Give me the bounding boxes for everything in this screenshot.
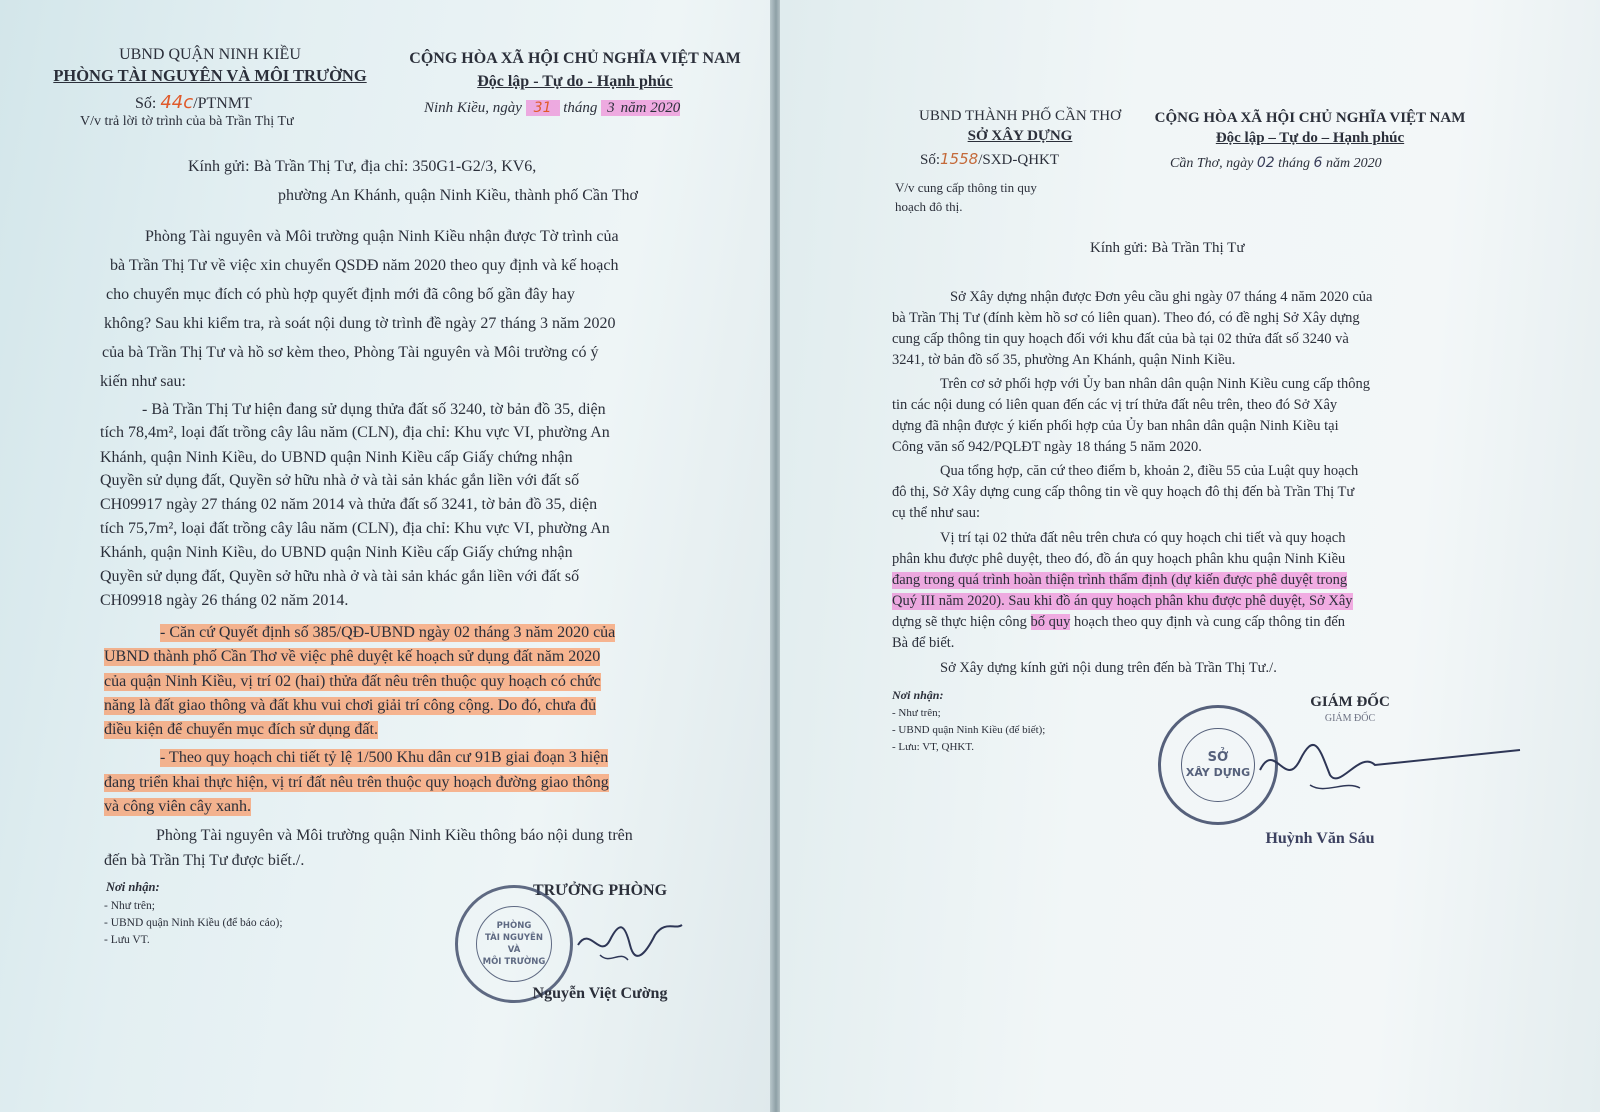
- left-number-handwritten: 44c: [160, 92, 194, 113]
- right-letter-page: [780, 0, 1600, 1112]
- left-para4-line: đang triển khai thực hiện, vị trí đất nêu trên thuộc quy hoạch đường giao thông: [104, 774, 609, 791]
- right-date-month: 6: [1313, 155, 1323, 171]
- stamp-text: MÔI TRƯỜNG: [482, 957, 546, 967]
- left-greeting-line: Kính gửi: Bà Trần Thị Tư, địa chỉ: 350G1-G2/3, KV6,: [188, 158, 537, 175]
- left-para3-line: điều kiện để chuyển mục đích sử dụng đất.: [104, 721, 378, 738]
- right-nation-header: CỘNG HÒA XÃ HỘI CHỦ NGHĨA VIỆT NAM: [1154, 110, 1466, 126]
- left-motto: Độc lập - Tự do - Hạnh phúc: [477, 73, 673, 90]
- right-recipient: - Như trên;: [892, 707, 941, 719]
- right-para1-line: 3241, tờ bản đồ số 35, phường An Khánh, quận Ninh Kiều.: [892, 352, 1236, 368]
- right-para2-line: dựng đã nhận được ý kiến phối hợp của Ủy ban nhân dân quận Ninh Kiều tại: [892, 418, 1339, 434]
- left-number-suffix: /PTNMT: [193, 95, 252, 112]
- left-para5-line: Phòng Tài nguyên và Môi trường quận Ninh Kiều thông báo nội dung trên: [156, 827, 633, 844]
- left-para1-line: Phòng Tài nguyên và Môi trường quận Ninh Kiều nhận được Tờ trình của: [145, 228, 619, 245]
- right-date-year: năm 2020: [1325, 156, 1382, 171]
- right-date: [1170, 155, 1382, 172]
- stamp-text: VÀ: [507, 945, 521, 955]
- right-para4-line: phân khu được phê duyệt, theo đó, đồ án quy hoạch phân khu quận Ninh Kiều: [892, 551, 1346, 567]
- right-number-suffix: /SXD-QHKT: [978, 152, 1060, 168]
- right-recipient: - UBND quận Ninh Kiều (để biết);: [892, 724, 1046, 736]
- right-subject-line: hoạch đô thị.: [895, 199, 963, 214]
- left-date-place: Ninh Kiều, ngày: [424, 100, 522, 116]
- left-para1-line: không? Sau khi kiểm tra, rà soát nội dung tờ trình đề ngày 27 tháng 3 năm 2020: [104, 315, 616, 332]
- right-doc-number: [920, 150, 1059, 169]
- left-doc-number: [135, 92, 252, 113]
- right-number-prefix: Số:: [920, 152, 941, 168]
- right-para4-mixed-line: [892, 614, 1345, 631]
- right-para4-highlight: đang trong quá trình hoàn thiện trình thẩm định (dự kiến được phê duyệt trong: [892, 572, 1348, 588]
- left-signer-title: TRƯỞNG PHÒNG: [532, 882, 668, 899]
- left-para2-line: tích 75,7m², loại đất trồng cây lâu năm (CLN), địa chỉ: Khu vực VI, phường An: [100, 520, 610, 537]
- right-para2-line: tin các nội dung có liên quan đến các vị trí thửa đất nêu trên, theo đó Sở Xây: [892, 397, 1338, 413]
- left-para2-line: Khánh, quận Ninh Kiều, do UBND quận Ninh Kiều cấp Giấy chứng nhận: [100, 449, 573, 466]
- left-recipient: - UBND quận Ninh Kiều (để báo cáo);: [104, 917, 283, 929]
- left-date-year: năm 2020: [620, 100, 681, 116]
- right-para4-highlight: Quý III năm 2020). Sau khi đồ án quy hoạch phân khu được phê duyệt, Sở Xây: [892, 593, 1353, 609]
- right-date-month-word: tháng: [1278, 156, 1311, 171]
- left-agency: PHÒNG TÀI NGUYÊN VÀ MÔI TRƯỜNG: [53, 66, 367, 85]
- left-letter-page: [0, 0, 772, 1112]
- right-signer-name: Huỳnh Văn Sáu: [1265, 830, 1375, 847]
- left-para3-line: - Căn cứ Quyết định số 385/QĐ-UBND ngày 02 tháng 3 năm 2020 của: [160, 624, 616, 641]
- left-para3-line: năng là đất giao thông và đất khu vui chơi giải trí công cộng. Do đó, chưa đủ: [104, 697, 597, 714]
- stamp-text: TÀI NGUYÊN: [485, 933, 543, 943]
- left-greeting-line: phường An Khánh, quận Ninh Kiều, thành phố Cần Thơ: [278, 187, 638, 204]
- right-para2-line: Trên cơ sở phối hợp với Ủy ban nhân dân quận Ninh Kiều cung cấp thông: [940, 376, 1371, 392]
- right-subject-line: V/v cung cấp thông tin quy: [895, 180, 1037, 195]
- left-date-month: 3: [601, 100, 621, 116]
- left-signer-name: Nguyễn Việt Cường: [532, 985, 668, 1002]
- left-para3-line: của quận Ninh Kiều, vị trí 02 (hai) thửa đất nêu trên thuộc quy hoạch có chức: [104, 673, 601, 690]
- left-date: [424, 100, 680, 117]
- left-date-day: 31: [526, 100, 560, 116]
- right-date-day: 02: [1256, 155, 1275, 171]
- right-para4-line: Vị trí tại 02 thửa đất nêu trên chưa có quy hoạch chi tiết và quy hoạch: [940, 530, 1346, 546]
- left-para2-line: CH09918 ngày 26 tháng 02 năm 2014.: [100, 592, 349, 609]
- left-para1-line: kiến như sau:: [100, 373, 186, 390]
- right-date-place: Cần Thơ, ngày: [1170, 156, 1254, 171]
- left-recipient: - Như trên;: [104, 900, 155, 912]
- left-para3-line: UBND thành phố Cần Thơ về việc phê duyệt kế hoạch sử dụng đất năm 2020: [104, 648, 601, 665]
- right-agency: SỞ XÂY DỰNG: [967, 128, 1073, 144]
- right-agency-parent: UBND THÀNH PHỐ CẦN THƠ: [919, 108, 1121, 124]
- right-signer-subtitle: GIÁM ĐỐC: [1324, 713, 1376, 724]
- right-greeting: Kính gửi: Bà Trần Thị Tư: [1090, 240, 1245, 256]
- left-subject: V/v trả lời tờ trình của bà Trần Thị Tư: [80, 114, 294, 129]
- right-para1-line: Sở Xây dựng nhận được Đơn yêu cầu ghi ngày 07 tháng 4 năm 2020 của: [950, 289, 1373, 305]
- left-para1-line: của bà Trần Thị Tư và hồ sơ kèm theo, Phòng Tài nguyên và Môi trường có ý: [102, 344, 599, 361]
- left-para2-line: Quyền sử dụng đất, Quyền sở hữu nhà ở và tài sản khác gắn liền với đất số: [100, 568, 580, 585]
- left-recipients-title: Nơi nhận:: [106, 880, 160, 894]
- left-para5-line: đến bà Trần Thị Tư được biết./.: [104, 852, 305, 869]
- left-number-prefix: Số:: [135, 95, 157, 112]
- right-para1-line: cung cấp thông tin quy hoạch đối với khu đất của bà tại 02 thửa đất số 3240 và: [892, 331, 1349, 347]
- left-para2-line: Quyền sử dụng đất, Quyền sở hữu nhà ở và tài sản khác gắn liền với đất số: [100, 472, 580, 489]
- right-para4-highlight: bố quy: [1030, 614, 1071, 630]
- right-signer-title: GIÁM ĐỐC: [1310, 694, 1390, 710]
- right-signature: [1250, 730, 1530, 810]
- stamp-text: PHÒNG: [496, 921, 532, 931]
- right-para3-line: đô thị, Sở Xây dựng cung cấp thông tin về quy hoạch đô thị đến bà Trần Thị Tư: [892, 484, 1355, 500]
- right-para4-text: dựng sẽ thực hiện công: [892, 614, 1031, 630]
- left-para2-line: tích 78,4m², loại đất trồng cây lâu năm (CLN), địa chỉ: Khu vực VI, phường An: [100, 424, 610, 441]
- right-para3-line: Qua tổng hợp, căn cứ theo điểm b, khoản 2, điều 55 của Luật quy hoạch: [940, 463, 1359, 479]
- left-date-month-word: tháng: [563, 100, 598, 116]
- right-number-handwritten: 1558: [940, 150, 979, 168]
- right-para2-line: Công văn số 942/PQLĐT ngày 18 tháng 5 năm 2020.: [892, 439, 1202, 455]
- left-nation-header: CỘNG HÒA XÃ HỘI CHỦ NGHĨA VIỆT NAM: [409, 50, 741, 67]
- right-para5-line: Sở Xây dựng kính gửi nội dung trên đến bà Trần Thị Tư./.: [940, 660, 1277, 676]
- left-para2-line: - Bà Trần Thị Tư hiện đang sử dụng thửa đất số 3240, tờ bản đồ 35, diện: [142, 401, 606, 418]
- right-para4-text: hoạch theo quy định và cung cấp thông tin đến: [1070, 614, 1346, 630]
- stamp-text: XÂY DỰNG: [1185, 766, 1251, 779]
- right-para1-line: bà Trần Thị Tư (đính kèm hồ sơ có liên quan). Theo đó, có đề nghị Sở Xây dựng: [892, 310, 1360, 326]
- right-para4-line: Bà để biết.: [892, 635, 955, 651]
- left-para4-line: và công viên cây xanh.: [104, 798, 252, 815]
- left-para2-line: Khánh, quận Ninh Kiều, do UBND quận Ninh Kiều cấp Giấy chứng nhận: [100, 544, 573, 561]
- left-para1-line: bà Trần Thị Tư về việc xin chuyển QSDĐ năm 2020 theo quy định và kế hoạch: [110, 257, 619, 274]
- left-para4-line: - Theo quy hoạch chi tiết tỷ lệ 1/500 Khu dân cư 91B giai đoạn 3 hiện: [160, 749, 609, 766]
- right-para3-line: cụ thể như sau:: [892, 505, 980, 521]
- left-para1-line: cho chuyển mục đích có phù hợp quyết định mới đã công bố gần đây hay: [106, 286, 575, 303]
- right-motto: Độc lập – Tự do – Hạnh phúc: [1215, 130, 1405, 146]
- left-recipient: - Lưu VT.: [104, 934, 150, 946]
- stamp-text: SỞ: [1207, 750, 1229, 765]
- left-agency-parent: UBND QUẬN NINH KIỀU: [119, 46, 301, 63]
- right-recipients-title: Nơi nhận:: [892, 688, 944, 702]
- left-para2-line: CH09917 ngày 27 tháng 02 năm 2014 và thửa đất số 3241, tờ bản đồ 35, diện: [100, 496, 598, 513]
- right-recipient: - Lưu: VT, QHKT.: [892, 741, 975, 753]
- left-signature: [570, 905, 690, 975]
